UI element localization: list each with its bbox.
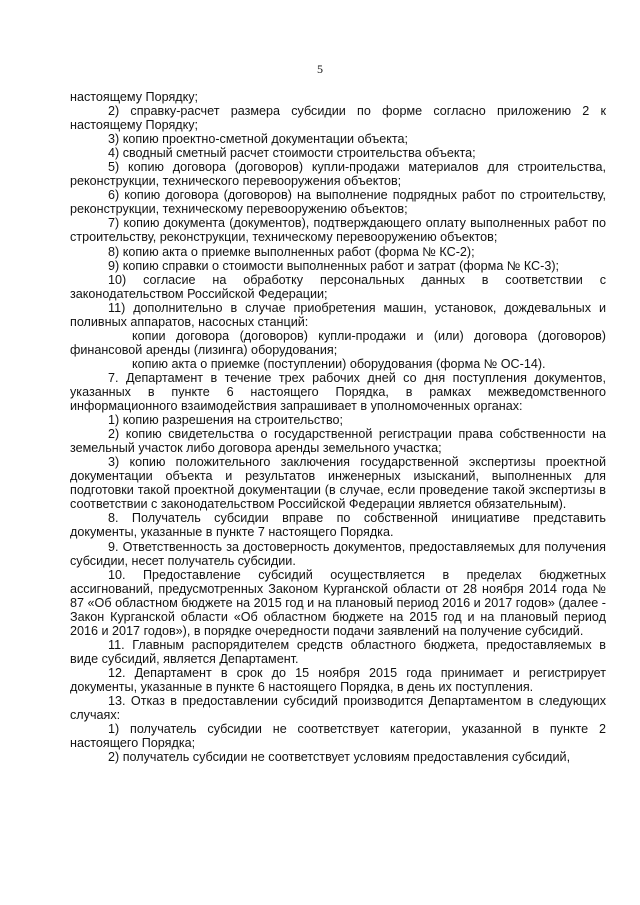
paragraph: 12. Департамент в срок до 15 ноября 2015 года принимает и регистрирует документы, указанные в пункте 6 настоящего Порядка, в день их поступления. [70,665,606,694]
paragraph: 10) согласие на обработку персональных данных в соответствии с законодательством Российской Федерации; [70,272,606,301]
paragraph: 10. Предоставление субсидий осуществляется в пределах бюджетных ассигнований, предусмотренных Законом Курганской области от 28 ноября 2014 года № 87 «Об областном бюджете на 2015 год и на плановый период 2016 и 2017 годов» (далее - Закон Курганской области «Об областном бюджете на 2015 год и на плановый период 2016 и 2017 годов»), в порядке очередности подачи заявлений на получение субсидий. [70,567,606,638]
paragraph: 11. Главным распорядителем средств областного бюджета, предоставляемых в виде субсидий, является Департамент. [70,637,606,666]
paragraph: 4) сводный сметный расчет стоимости строительства объекта; [108,146,476,161]
paragraph: 2) копию свидетельства о государственной регистрации права собственности на земельный участок либо договора аренды земельного участка; [70,427,606,456]
paragraph: 2) справку-расчет размера субсидии по форме согласно приложению 2 к настоящему Порядку; [70,104,606,133]
paragraph: настоящему Порядку; [70,90,199,104]
paragraph: 13. Отказ в предоставлении субсидий производится Департаментом в следующих случаях: [70,694,606,723]
paragraph: 9) копию справки о стоимости выполненных работ и затрат (форма № КС-3); [108,258,560,273]
paragraph: копии договора (договоров) купли-продажи и (или) договора (договоров) финансовой аренды (лизинга) оборудования; [70,328,606,357]
paragraph: 7) копию документа (документов), подтверждающего оплату выполненных работ по строительству, реконструкции, техническому перевооружению объектов; [70,216,606,245]
paragraph: 8) копию акта о приемке выполненных работ (форма № КС-2); [108,244,475,259]
paragraph: 6) копию договора (договоров) на выполнение подрядных работ по строительству, реконструкции, техническому перевооружению объектов; [70,188,606,217]
document-body [70,90,606,764]
paragraph: 5) копию договора (договоров) купли-продажи материалов для строительства, реконструкции, технического перевооружения объектов; [70,160,606,189]
paragraph: 1) копию разрешения на строительство; [108,413,344,428]
paragraph: 3) копию положительного заключения государственной экспертизы проектной документации объекта и результатов инженерных изысканий, выполненных для подготовки такой проектной документации (в случае, если проведение такой экспертизы в соответствии с законодательством Российской Федерации является обязательным). [70,455,606,512]
paragraph: 11) дополнительно в случае приобретения машин, установок, дождевальных и поливных аппаратов, насосных станций: [70,300,606,329]
paragraph: 2) получатель субсидии не соответствует условиям предоставления субсидий, [108,750,571,765]
paragraph: 9. Ответственность за достоверность документов, предоставляемых для получения субсидии, несет получатель субсидии. [70,539,606,568]
paragraph: 3) копию проектно-сметной документации объекта; [108,132,408,147]
page-number: 5 [317,62,323,76]
paragraph: копию акта о приемке (поступлении) оборудования (форма № ОС-14). [132,356,546,371]
paragraph: 8. Получатель субсидии вправе по собственной инициативе представить документы, указанные в пункте 7 настоящего Порядка. [70,511,606,540]
paragraph: 1) получатель субсидии не соответствует категории, указанной в пункте 2 настоящего Порядка; [70,722,606,751]
paragraph: 7. Департамент в течение трех рабочих дней со дня поступления документов, указанных в пункте 6 настоящего Порядка, в рамках межведомственного информационного взаимодействия запрашивает в уполномоченных органах: [70,370,606,414]
